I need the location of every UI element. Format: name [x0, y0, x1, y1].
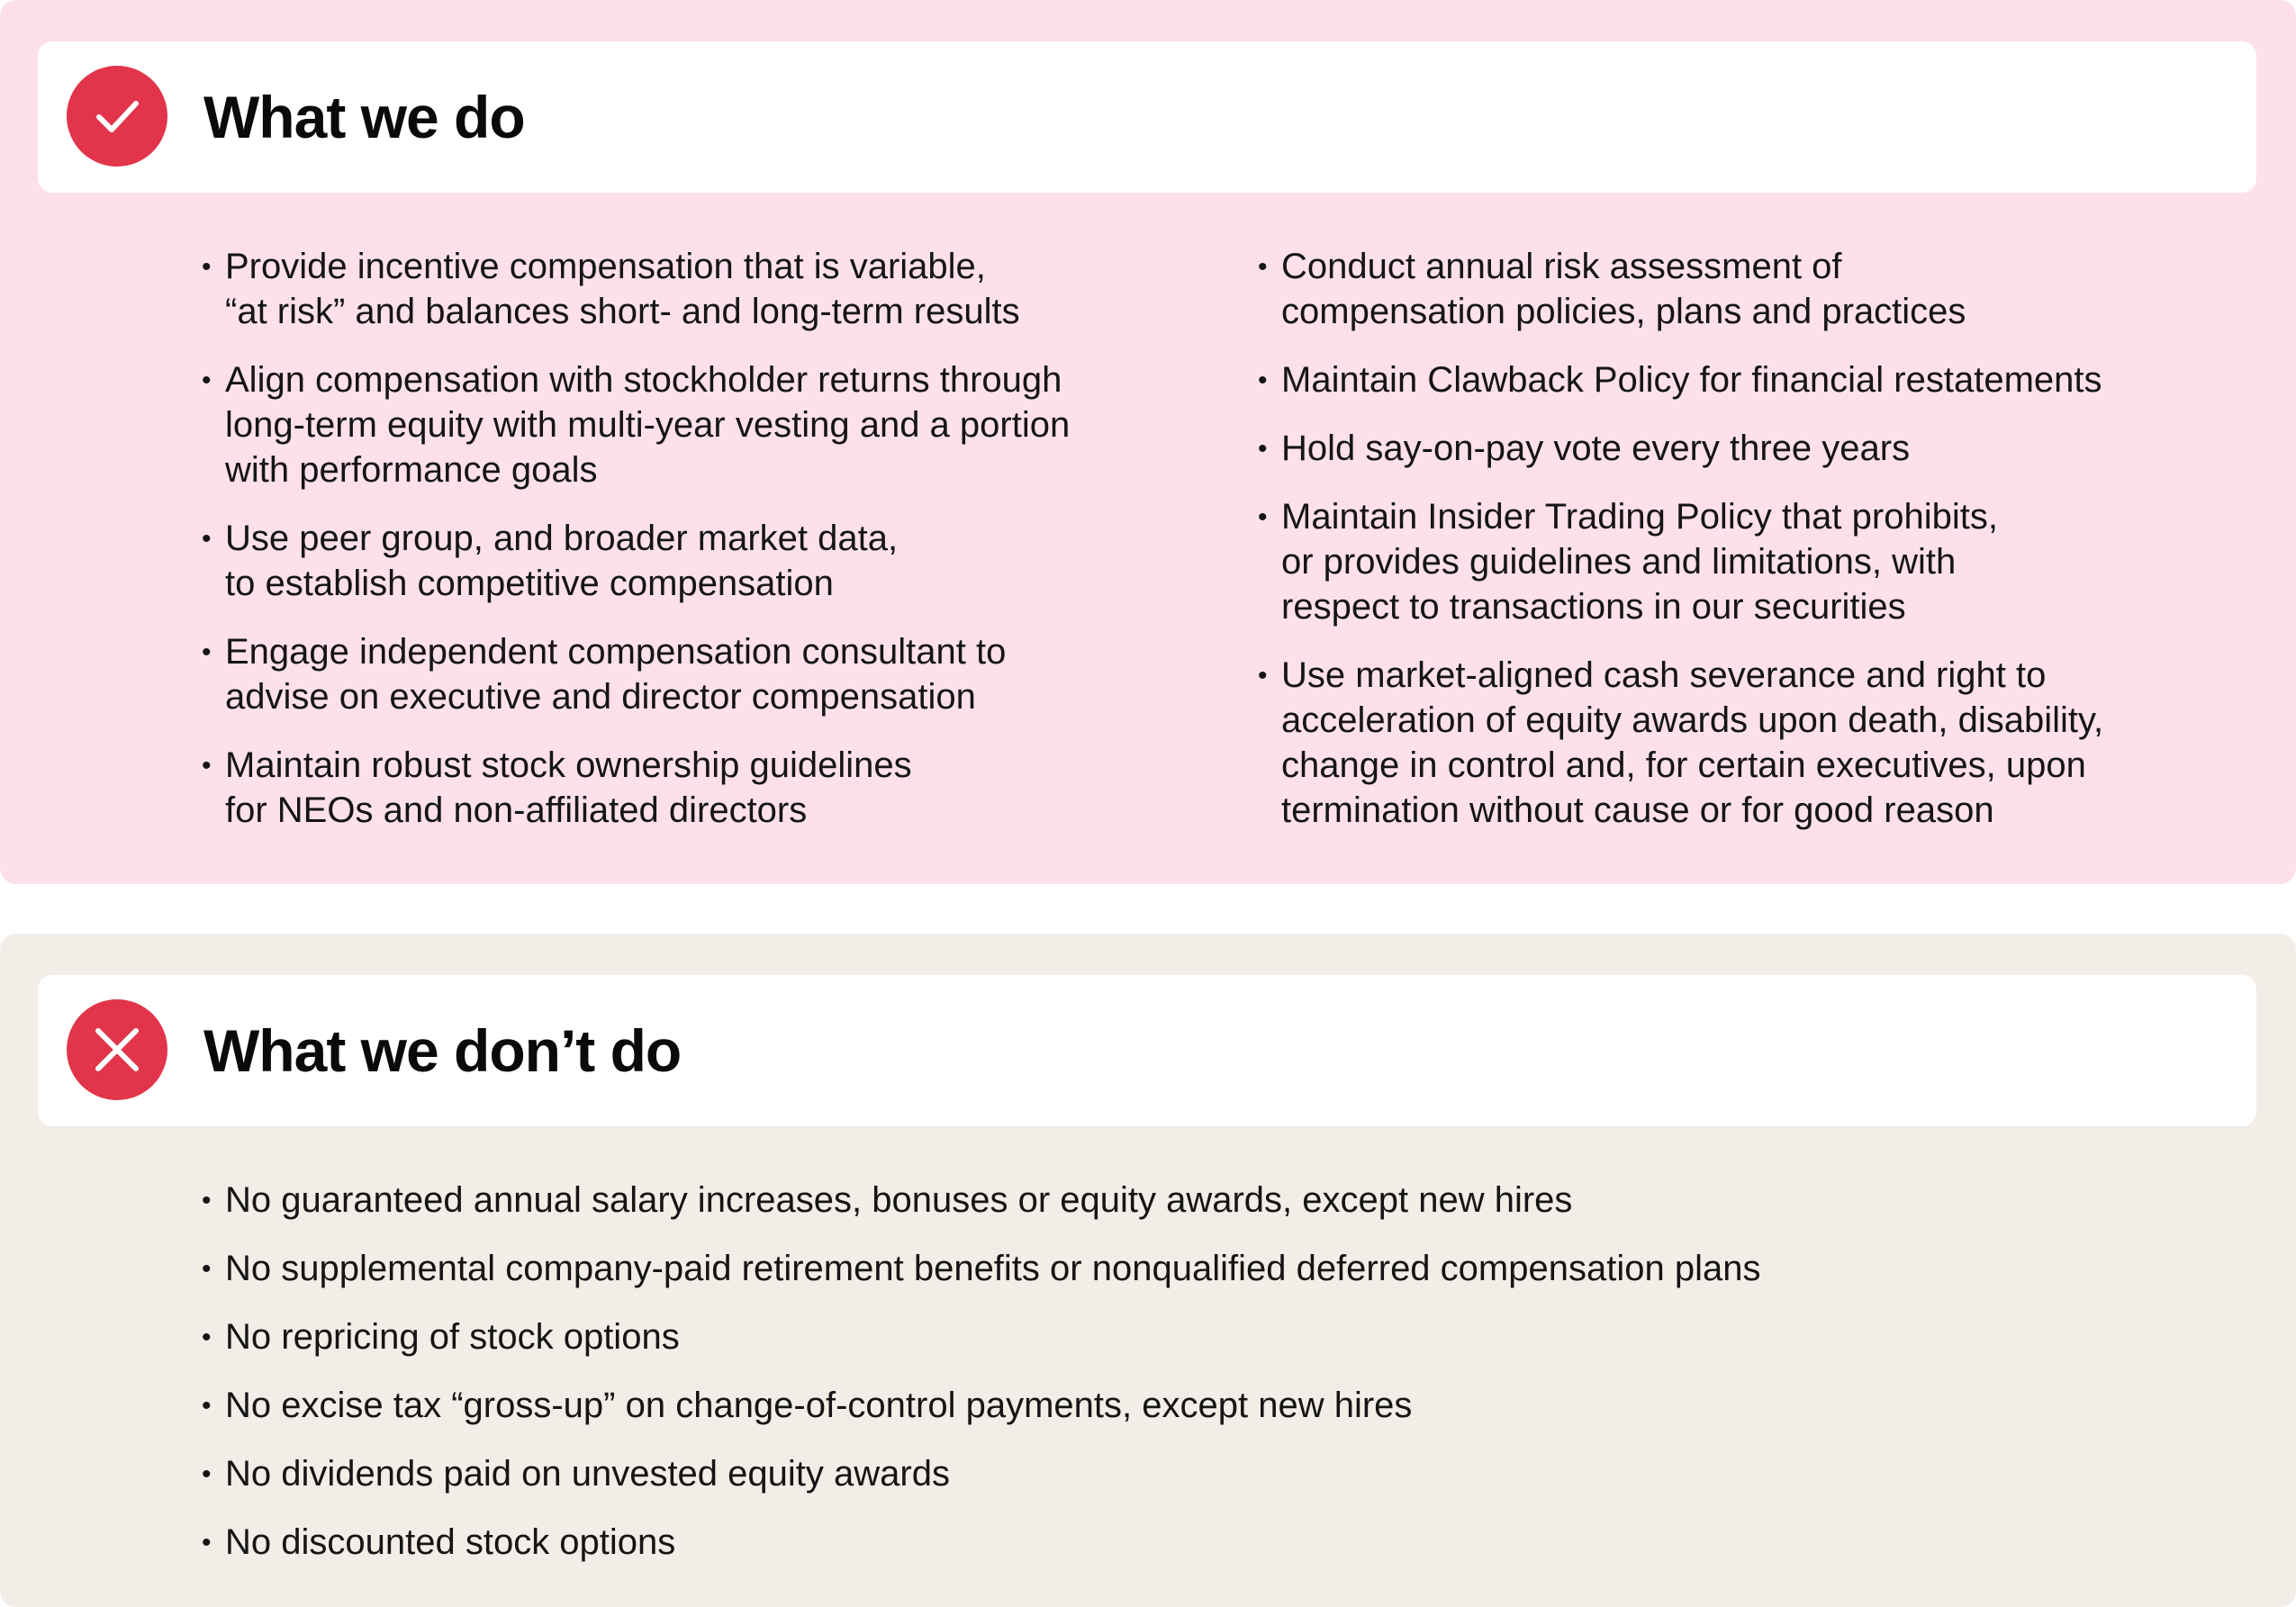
list-item	[202, 516, 1228, 606]
what-we-dont-do-list	[202, 1178, 2183, 1588]
list-item-line: Conduct annual risk assessment of	[1281, 247, 1842, 286]
list-item: • No guaranteed annual salary increases, bonuses or equity awards, except new hires	[202, 1178, 2183, 1223]
list-item-line: Engage independent compensation consultant to	[225, 632, 1007, 672]
list-item-line: change in control and, for certain executives, upon	[1281, 745, 2086, 785]
list-item	[202, 357, 1228, 492]
list-item-line: Align compensation with stockholder returns through	[225, 360, 1062, 400]
what-we-do-title: What we do	[203, 84, 525, 150]
list-item-line: compensation policies, plans and practices	[1281, 292, 1966, 331]
list-item-line: respect to transactions in our securities	[1281, 587, 1906, 627]
list-item-line: Use peer group, and broader market data,	[225, 519, 899, 558]
list-item-line: Hold say-on-pay vote every three years	[1281, 429, 1911, 468]
list-item-line: Maintain Insider Trading Policy that prohibits,	[1281, 497, 1998, 537]
list-item: • No supplemental company-paid retirement benefits or nonqualified deferred compensation plans	[202, 1246, 2183, 1291]
checkmark-icon	[67, 66, 167, 167]
what-we-do-list-right	[1258, 244, 2248, 856]
what-we-do-list-left	[202, 244, 1228, 856]
list-item-line: to establish competitive compensation	[225, 564, 834, 603]
list-item-line: advise on executive and director compensation	[225, 677, 976, 717]
list-item-line: Maintain robust stock ownership guidelines	[225, 745, 912, 785]
list-item	[1258, 357, 2248, 402]
list-item-line: “at risk” and balances short- and long-term results	[225, 292, 1020, 331]
list-item	[1258, 244, 2248, 334]
list-item-line: termination without cause or for good reason	[1281, 790, 1994, 830]
what-we-do-header	[38, 41, 2256, 193]
list-item-line: Provide incentive compensation that is variable,	[225, 247, 986, 286]
list-item-line: for NEOs and non-affiliated directors	[225, 790, 808, 830]
list-item-line: Maintain Clawback Policy for financial restatements	[1281, 360, 2102, 400]
list-item: • No excise tax “gross-up” on change-of-control payments, except new hires	[202, 1383, 2183, 1428]
list-item	[202, 743, 1228, 833]
list-item: • No discounted stock options	[202, 1520, 2183, 1565]
list-item-line: long-term equity with multi-year vesting and a portion	[225, 405, 1071, 445]
x-mark-icon	[67, 999, 167, 1100]
list-item: • No repricing of stock options	[202, 1314, 2183, 1359]
list-item-line: or provides guidelines and limitations, with	[1281, 542, 1957, 582]
list-item	[202, 629, 1228, 719]
what-we-dont-do-title: What we don’t do	[203, 1017, 682, 1084]
list-item	[202, 244, 1228, 334]
list-item-line: acceleration of equity awards upon death, disability,	[1281, 700, 2104, 740]
list-item	[1258, 653, 2248, 833]
list-item-line: Use market-aligned cash severance and right to	[1281, 655, 2047, 695]
list-item	[1258, 494, 2248, 629]
list-item-line: with performance goals	[225, 450, 598, 490]
list-item: • No dividends paid on unvested equity awards	[202, 1451, 2183, 1496]
what-we-dont-do-header	[38, 975, 2256, 1126]
list-item	[1258, 426, 2248, 471]
